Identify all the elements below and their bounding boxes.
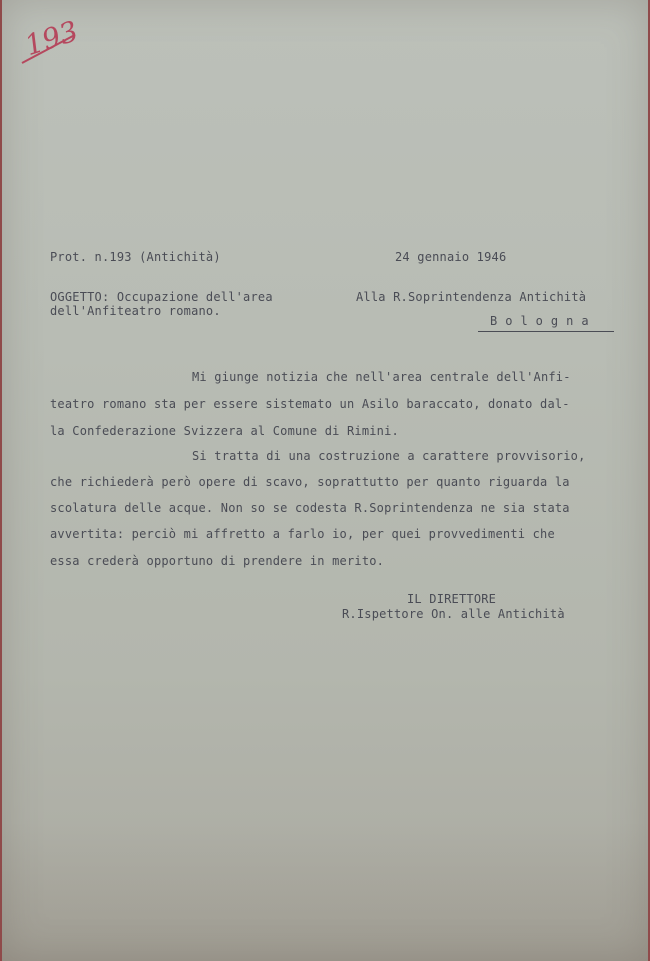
signature-role: R.Ispettore On. alle Antichità — [342, 607, 565, 621]
subject-line-2: dell'Anfiteatro romano. — [50, 304, 221, 318]
body-line: essa crederà opportuno di prendere in merito. — [50, 554, 385, 568]
protocol-number: Prot. n.193 (Antichità) — [50, 250, 221, 264]
body-line: avvertita: perciò mi affretto a farlo io, per quei provvedimenti che — [50, 527, 555, 541]
recipient-city-underline — [478, 331, 614, 332]
body-line: Si tratta di una costruzione a carattere provvisorio, — [192, 449, 586, 463]
recipient-city: Bologna — [490, 314, 597, 328]
body-line: scolatura delle acque. Non so se codesta R.Soprintendenza ne sia stata — [50, 501, 570, 515]
body-line: la Confederazione Svizzera al Comune di Rimini. — [50, 424, 399, 438]
body-line: che richiederà però opere di scavo, soprattutto per quanto riguarda la — [50, 475, 570, 489]
recipient-line: Alla R.Soprintendenza Antichità — [356, 290, 587, 304]
body-line: Mi giunge notizia che nell'area centrale dell'Anfi- — [192, 370, 571, 384]
letter-date: 24 gennaio 1946 — [395, 250, 507, 264]
handwritten-number: 193 — [20, 14, 82, 63]
body-line: teatro romano sta per essere sistemato un Asilo baraccato, donato dal- — [50, 397, 570, 411]
letter-page — [2, 0, 648, 961]
subject-line-1: OGGETTO: Occupazione dell'area — [50, 290, 273, 304]
signature-title: IL DIRETTORE — [407, 592, 497, 606]
